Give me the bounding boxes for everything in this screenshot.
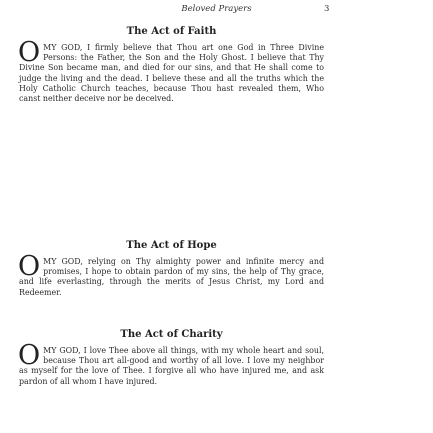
prayer-text	[18, 37, 325, 104]
prayer-text	[18, 251, 324, 298]
drop-cap: O	[18, 251, 41, 282]
prayer-lead: MY GOD,	[43, 346, 81, 355]
section-act-of-charity	[19, 328, 324, 387]
section-heading: The Act of Charity	[120, 329, 223, 340]
prayer-lead: MY GOD,	[43, 43, 83, 52]
section-heading: The Act of Hope	[126, 240, 217, 251]
drop-cap: O	[18, 37, 41, 68]
prayer-body: I love Thee above all things, with my whole heart and soul, because Thou art all-good and worthy of all love. I love my neighbor as myself for the love of Thee. I forgive all who have injured me, and ask pardon of all whom I have injured.	[19, 346, 324, 386]
section-act-of-faith	[19, 25, 324, 104]
section-act-of-hope	[19, 239, 324, 298]
section-heading: The Act of Faith	[126, 26, 217, 37]
prayer-body: I firmly believe that Thou art one God in Three Divine Persons: the Father, the Son and the Holy Ghost. I believe that Thy Divine Son became man, and died for our sins, and that He shall come to judge the living and the dead. I believe these and all the truths which the Holy Catholic Church teaches, because Thou hast revealed them, Who canst neither deceive nor be deceived.	[19, 43, 325, 104]
prayer-text	[18, 340, 324, 387]
running-title: Beloved Prayers	[181, 4, 252, 14]
drop-cap: O	[18, 340, 41, 371]
page-number: 3	[324, 4, 330, 14]
prayer-lead: MY GOD,	[43, 257, 83, 266]
running-head	[0, 3, 433, 15]
prayer-body: relying on Thy almighty power and infinite mercy and promises, I hope to obtain pardon of my sins, the help of Thy grace, and life everlasting, through the merits of Jesus Christ, my Lord and Redeemer.	[19, 257, 324, 297]
